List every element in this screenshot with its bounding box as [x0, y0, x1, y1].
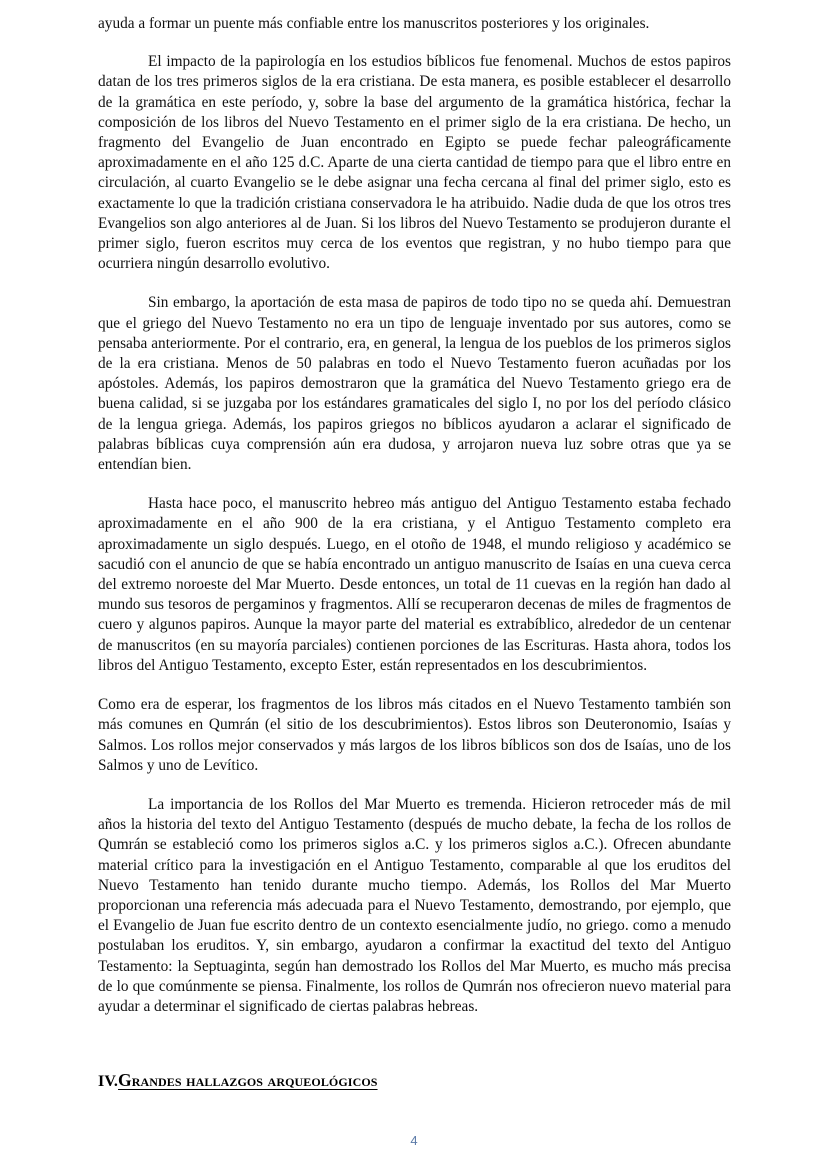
section-heading-title: Grandes hallazgos arqueológicos	[118, 1070, 378, 1091]
paragraph-spacer	[98, 776, 731, 795]
paragraph-importancia-rollos: La importancia de los Rollos del Mar Muerto es tremenda. Hicieron retroceder más de mil años la historia del texto del Antiguo Testamento (después de mucho debate, la fecha de los rollos de Qumrán se estableció como los primeros siglos a.C. y los primeros siglos a.C.). Ofrecen abundante material crítico para la investigación en el Antiguo Testamento, comparable al que los eruditos del Nuevo Testamento han tenido durante mucho tiempo. Además, los Rollos del Mar Muerto proporcionan una referencia más adecuada para el Nuevo Testamento, demostrando, por ejemplo, que el Evangelio de Juan fue escrito dentro de un contexto esencialmente judío, no griego. como a menudo postulaban los eruditos. Y, sin embargo, ayudaron a confirmar la exactitud del texto del Antiguo Testamento: la Septuaginta, según han demostrado los Rollos del Mar Muerto, es mucho más precisa de lo que comúnmente se piensa. Finalmente, los rollos de Qumrán nos ofrecieron nuevo material para ayudar a determinar el significado de ciertas palabras hebreas.	[98, 795, 731, 1015]
paragraph-masa-de-papiros: Sin embargo, la aportación de esta masa de papiros de todo tipo no se queda ahí. Demuestran que el griego del Nuevo Testamento no era un tipo de lenguaje inventado por sus autores, como se pensaba anteriormente. Por el contrario, era, en general, la lengua de los pueblos de los primeros siglos de la era cristiana. Menos de 50 palabras en todo el Nuevo Testamento fueron acuñadas por los apóstoles. Además, los papiros demostraron que la gramática del Nuevo Testamento griego era de buena calidad, si se juzgaba por los estándares gramaticales del siglo I, no por los del período clásico de la lengua griega. Además, los papiros griegos no bíblicos ayudaron a aclarar el significado de palabras bíblicas cuya comprensión aún era dudosa, y arrojaron nueva luz sobre otras que ya se entendían bien.	[98, 294, 731, 474]
page-number: 4	[410, 1133, 418, 1148]
paragraph-spacer	[98, 676, 731, 695]
paragraph-fragmentos-qumran: Como era de esperar, los fragmentos de los libros más citados en el Nuevo Testamento también son más comunes en Qumrán (el sitio de los descubrimientos). Estos libros son Deuteronomio, Isaías y Salmos. Los rollos mejor conservados y más largos de los libros bíblicos son dos de Isaías, uno de los Salmos y uno de Levítico.	[98, 696, 731, 774]
document-text-column	[98, 14, 731, 1093]
paragraph-papirologia-impacto: El impacto de la papirología en los estudios bíblicos fue fenomenal. Muchos de estos papiros datan de los tres primeros siglos de la era cristiana. De esta manera, es posible establecer el desarrollo de la gramática en este período, y, sobre la base del argumento de la gramática histórica, fechar la composición de los libros del Nuevo Testamento en el primer siglo de la era cristiana. De hecho, un fragmento del Evangelio de Juan encontrado en Egipto se puede fechar paleográficamente aproximadamente en el año 125 d.C. Aparte de una cierta cantidad de tiempo para que el libro entre en circulación, al cuarto Evangelio se le debe asignar una fecha cercana al final del primer siglo, esto es exactamente lo que la tradición cristiana conservadora le ha atribuido. Nadie duda de que los otros tres Evangelios son algo anteriores al de Juan. Si los libros del Nuevo Testamento se produjeron durante el primer siglo, fueron escritos muy cerca de los eventos que registran, y no hubo tiempo para que ocurriera ningún desarrollo evolutivo.	[98, 53, 731, 273]
paragraph-spacer	[98, 274, 731, 293]
paragraph-spacer	[98, 34, 731, 52]
paragraph-manuscrito-hebreo-antiguo: Hasta hace poco, el manuscrito hebreo más antiguo del Antiguo Testamento estaba fechado aproximadamente en el año 900 de la era cristiana, y el Antiguo Testamento completo era aproximadamente un siglo después. Luego, en el otoño de 1948, el mundo religioso y académico se sacudió con el anuncio de que se había encontrado un antiguo manuscrito de Isaías en una cueva cerca del extremo noroeste del Mar Muerto. Desde entonces, un total de 11 cuevas en la región han dado al mundo sus tesoros de pergaminos y fragmentos. Allí se recuperaron decenas de miles de fragmentos de cuero y algunos papiros. Aunque la mayor parte del material es extrabíblico, alrededor de un centenar de manuscritos (en su mayoría parciales) contienen porciones de las Escrituras. Hasta ahora, todos los libros del Antiguo Testamento, excepto Ester, están representados en los descubrimientos.	[98, 495, 731, 674]
section-heading-numeral: IV.	[98, 1073, 119, 1091]
section-heading	[98, 1069, 731, 1093]
paragraph-continuation: ayuda a formar un puente más confiable entre los manuscritos posteriores y los originales.	[98, 15, 650, 32]
paragraph-spacer	[98, 475, 731, 494]
